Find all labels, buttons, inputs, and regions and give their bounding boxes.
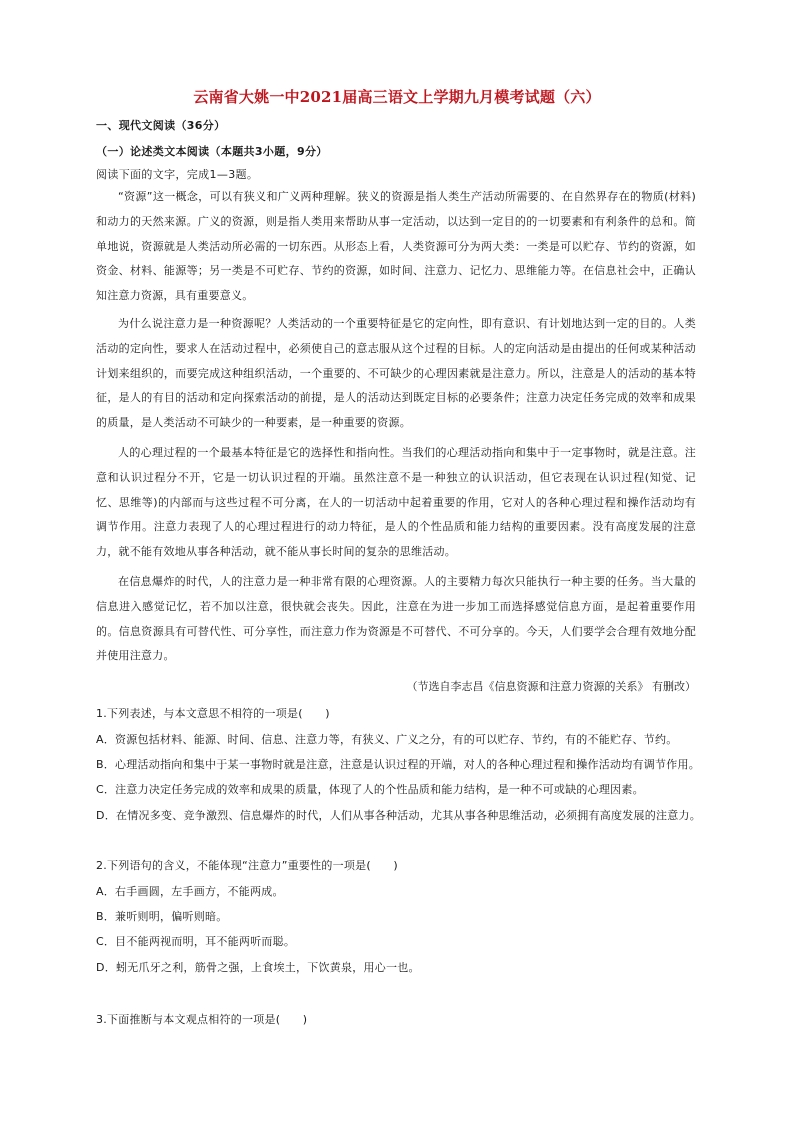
question-1-option-a: A．资源包括材料、能源、时间、信息、注意力等，有狭义、广义之分，有的可以贮存、节约，有的不能贮存、节约。 <box>96 733 678 746</box>
question-1-option-b: B．心理活动指向和集中于某一事物时就是注意，注意是认识过程的开端，对人的各种心理过程和操作活动均有调节作用。 <box>96 758 701 771</box>
question-2-option-c: C．目不能两视而明，耳不能两听而聪。 <box>96 935 296 948</box>
passage-paragraph-3: 人的心理过程的一个最基本特征是它的选择性和指向性。当我们的心理活动指向和集中于一定事物时，就是注意。注意和认识过程分不开，它是一切认识过程的开端。虽然注意不是一种独立的认识活动，但它表现在认识过程(知觉、记忆、思维等)的内部而与这些过程不可分离，在人的一切活动中起着重要的作用，它对人的各种心理过程和操作活动均有调节作用。注意力表现了人的心理过程进行的动力特征，是人的个性品质和能力结构的重要因素。没有高度发展的注意力，就不能有效地从事各种活动，就不能从事长时间的复杂的思维活动。 <box>96 446 696 559</box>
question-1-option-d: D．在情况多变、竞争激烈、信息爆炸的时代，人们从事各种活动，尤其从事各种思维活动，必须拥有高度发展的注意力。 <box>96 809 701 822</box>
passage-paragraph-2: 为什么说注意力是一种资源呢？人类活动的一个重要特征是它的定向性，即有意识、有计划地达到一定的目的。人类活动的定向性，要求人在活动过程中，必须使自己的意志服从这个过程的目标。人的定向活动是由提出的任何或某种活动计划来组织的，而要完成这种组织活动，一个重要的、不可缺少的心理因素就是注意力。所以，注意是人的活动的基本特征，是人的有目的活动和定向探索活动的前提，是人的活动达到既定目标的必要条件；注意力决定任务完成的效率和成果的质量，是人类活动不可缺少的一种要素，是一种重要的资源。 <box>96 317 696 430</box>
question-2-option-d: D．蚓无爪牙之利，筋骨之强，上食埃土，下饮黄泉，用心一也。 <box>96 961 420 974</box>
question-2-option-a: A．右手画圆，左手画方，不能两成。 <box>96 885 284 898</box>
passage-paragraph-1: “资源”这一概念，可以有狭义和广义两种理解。狭义的资源是指人类生产活动所需要的、在自然界存在的物质(材料)和动力的天然来源。广义的资源，则是指人类用来帮助从事一定活动，以达到一定目的的一切要素和有利条件的总和。简单地说，资源就是人类活动所必需的一切东西。从形态上看，人类资源可分为两大类：一类是可以贮存、节约的资源，如资金、材料、能源等；另一类是不可贮存、节约的资源，如时间、注意力、记忆力、思维能力等。在信息社会中，正确认知注意力资源，具有重要意义。 <box>96 190 696 303</box>
reading-instruction: 阅读下面的文字，完成1—3题。 <box>96 168 259 181</box>
question-2-stem: 2.下列语句的含义，不能体现“注意力”重要性的一项是( ) <box>96 859 398 872</box>
question-1-option-c: C．注意力决定任务完成的效率和成果的质量，体现了人的个性品质和能力结构，是一种不可或缺的心理因素。 <box>96 783 644 796</box>
question-2-option-b: B．兼听则明，偏听则暗。 <box>96 910 228 923</box>
subsection-heading: （一）论述类文本阅读（本题共3小题，9分） <box>96 145 328 158</box>
section-heading: 一、现代文阅读（36分） <box>96 119 226 132</box>
passage-paragraph-4: 在信息爆炸的时代，人的注意力是一种非常有限的心理资源。人的主要精力每次只能执行一种主要的任务。当大量的信息进入感觉记忆，若不加以注意，很快就会丧失。因此，注意在为进一步加工而选择感觉信息方面，是起着重要作用的。信息资源具有可替代性、可分享性，而注意力作为资源是不可替代、不可分享的。今天，人们要学会合理有效地分配并使用注意力。 <box>96 575 696 663</box>
passage-source: （节选自李志昌《信息资源和注意力资源的关系》 有删改） <box>406 680 696 693</box>
question-3-stem: 3.下面推断与本文观点相符的一项是( ) <box>96 1013 308 1026</box>
document-title: 云南省大姚一中2021届高三语文上学期九月模考试题（六） <box>193 88 601 106</box>
question-1-stem: 1.下列表述，与本文意思不相符的一项是( ) <box>96 707 330 720</box>
